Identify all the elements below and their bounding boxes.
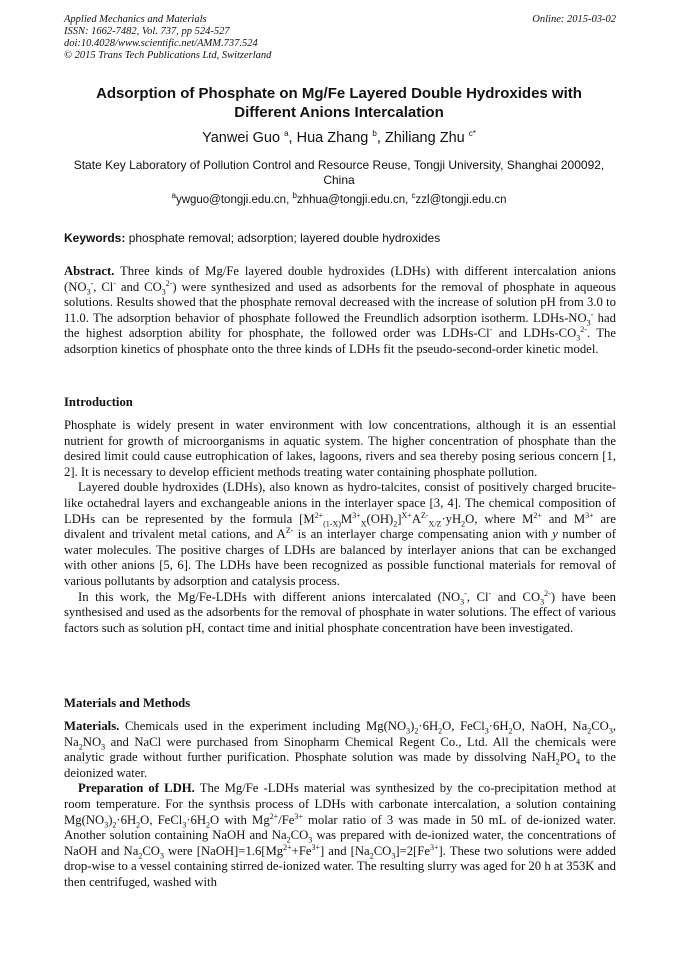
keywords-text: phosphate removal; adsorption; layered double hydroxides bbox=[128, 231, 441, 245]
journal-header bbox=[64, 14, 616, 62]
email-mark: b bbox=[292, 191, 297, 201]
email-mark: a bbox=[171, 191, 176, 201]
section-heading-materials-methods: Materials and Methods bbox=[64, 696, 191, 710]
intro-paragraph-1: Phosphate is widely present in water environment with low concentrations, although it is an essential nutrient for growth of microorganisms in aquatic system. The higher concentration of phosphate than the desired limit could cause eutrophication of lakes, lagoons, rivers and sea thereby posing serious concern [1, 2]. It is necessary to develop efficient methods treating water containing phosphate pollution. bbox=[64, 418, 616, 479]
affiliation-line-2: China bbox=[323, 173, 355, 187]
materials-paragraph: Materials. Chemicals used in the experiment including $Mg(NO_3)_2\cdot 6H_2O$, $FeCl_3\cdot 6H_2O$, NaOH, $Na_2CO_3$, $Na_2NO_3$ and NaCl were purchased from Sinopharm Chemical Regent Co., Ltd. All the chemicals were analytic grade without further purification. Phosphate solution was made by dissolving $NaH_2PO_4$ to the deionized water. bbox=[64, 719, 616, 780]
preparation-label: Preparation of LDH. bbox=[78, 781, 195, 796]
introduction-body bbox=[64, 418, 616, 636]
author-name: Zhiliang Zhu bbox=[384, 130, 465, 146]
email-link[interactable]: ywguo@tongji.edu.cn bbox=[175, 194, 287, 206]
author-emails: $^a$ywguo@tongji.edu.cn, $^b$zhhua@tongji.edu.cn, $^c$zzl@tongji.edu.cn bbox=[171, 191, 507, 206]
section-heading-introduction: Introduction bbox=[64, 395, 133, 409]
email-link[interactable]: zhhua@tongji.edu.cn bbox=[296, 194, 406, 206]
title-line-1: Adsorption of Phosphate on Mg/Fe Layered Double Hydroxides with bbox=[96, 85, 582, 102]
preparation-paragraph: Preparation of LDH. The Mg/Fe -LDHs material was synthesized by the co-precipitation method at room temperature. For the synthsis process of LDHs with carbonate intercalation, a solution containing $Mg(NO_3)_2\cdot 6H_2O$, $FeCl_3\cdot 6H_2O$ with $Mg^{2+}/Fe^{3+}$ molar ratio of 3 was made in 50 mL of de-ionized water. Another solution containing NaOH and $Na_2CO_3$ was prepared with de-ionized water, the concentrations of NaOH and $Na_2CO_3$ were $[NaOH]=1.6[Mg^{2+}+Fe^{3+}]$ and $[Na_2CO_3]=2[Fe^{3+}]$. These two solutions were added drop-wise to a vessel containing stirred de-ionized water. The resulting slurry was aged for 20 h at 353K and then centrifuged, washed with bbox=[64, 781, 617, 889]
author-name: Yanwei Guo bbox=[202, 130, 281, 146]
intro-paragraph-3: In this work, the Mg/Fe-LDHs with different anions intercalated ($NO_3^-$, Cl- and $CO_3^{2-}$) have been synthesised and used as the adsorbents for the removal of phosphate in water solutions. The effect of various factors such as solution pH, contact time and initial phosphate concentration have been investigated. bbox=[64, 588, 616, 635]
affiliation bbox=[64, 158, 614, 188]
journal-name: Applied Mechanics and Materials bbox=[64, 14, 207, 25]
keywords-label: Keywords: bbox=[64, 231, 126, 245]
doi-line: doi:10.4028/www.scientific.net/AMM.737.524 bbox=[64, 38, 258, 49]
keywords bbox=[64, 231, 616, 245]
issn-line: ISSN: 1662-7482, Vol. 737, pp 524-527 bbox=[64, 26, 230, 37]
copyright-line: © 2015 Trans Tech Publications Ltd, Switzerland bbox=[64, 50, 272, 61]
author-mark: a bbox=[284, 129, 289, 139]
abstract-paragraph: Abstract. Three kinds of Mg/Fe layered double hydroxides (LDHs) with different intercalation anions ($NO_3^-$, Cl- and $CO_3^{2-}$) were synthesized and used as adsorbents for the removal of phosphate in aqueous solutions. Results showed that the phosphate removal decreased with the increase of solution pH from 3.0 to 11.0. The adsorption behavior of phosphate followed the Freundlich adsorption isotherm. LDHs-$NO_3^-$ had the highest adsorption ability for phosphate, the followed order was LDHs-Cl- and LDHs-$CO_3^{2-}$. The adsorption kinetics of phosphate onto the three kinds of LDHs fit the pseudo-second-order kinetic model. bbox=[64, 264, 616, 356]
author-list: Yanwei Guo $^a$, Hua Zhang $^b$, Zhiliang Zhu $^{c*}$ bbox=[202, 129, 476, 146]
materials-label: Materials. bbox=[64, 719, 120, 733]
author-mark: c* bbox=[468, 129, 476, 139]
author-mark: b bbox=[372, 129, 377, 139]
intro-paragraph-2: Layered double hydroxides (LDHs), also known as hydro-talcites, consist of positively charged brucite-like octahedral layers and exchangeable anions in the interlayer space [3, 4]. The chemical composition of LDHs can be represented by the formula $[M^{2+}_{(1-X)}M^{3+}_X(OH)_2]^{X+}A^{Z-}_{X/Z}\cdot yH_2O$, where $M^{2+}$ and $M^{3+}$ are divalent and trivalent metal cations, and $A^{Z-}$ is an interlayer charge compensating anion with y number of water molecules. The positive charges of LDHs are balanced by interlayer anions that can be exchanged with other anions [5, 6]. The LDHs have been recognized as possible functional materials for removal of various pollutants by adsorption and catalysis process. bbox=[64, 480, 616, 588]
abstract bbox=[64, 264, 616, 358]
email-link[interactable]: zzl@tongji.edu.cn bbox=[415, 194, 507, 206]
author-name: Hua Zhang bbox=[296, 130, 369, 146]
online-date: Online: 2015-03-02 bbox=[532, 14, 616, 25]
affiliation-line-1: State Key Laboratory of Pollution Control and Resource Reuse, Tongji University, Shanghai 200092, bbox=[73, 158, 605, 172]
email-mark: c bbox=[411, 191, 416, 201]
title-line-2: Different Anions Intercalation bbox=[234, 104, 444, 121]
abstract-label: Abstract. bbox=[64, 264, 115, 278]
paper-title bbox=[64, 84, 614, 122]
methods-body bbox=[64, 719, 616, 891]
